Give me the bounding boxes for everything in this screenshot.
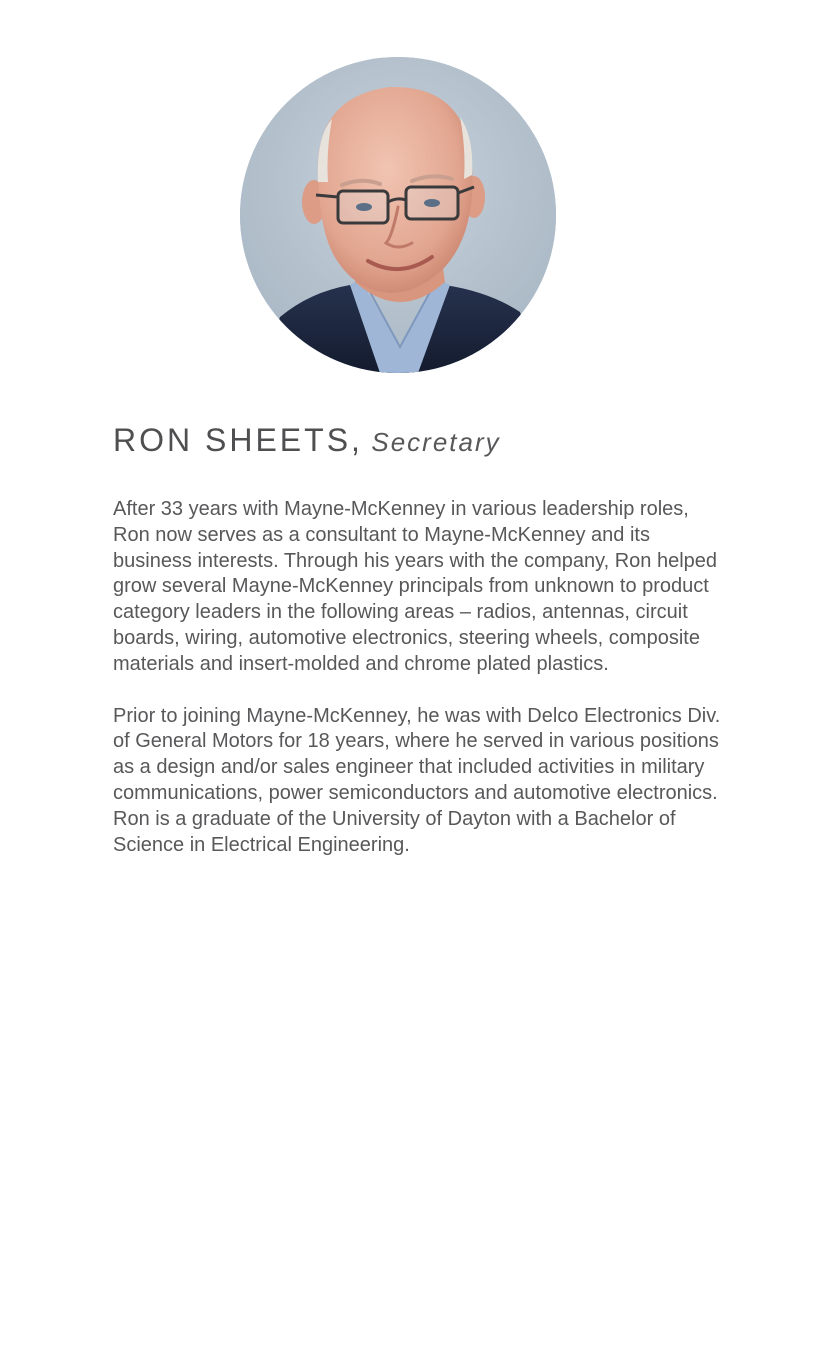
profile-heading <box>113 420 501 467</box>
bio-paragraph-1: After 33 years with Mayne-McKenney in various leadership roles, Ron now serves as a consultant to Mayne-McKenney and its business interests. Through his years with the company, Ron helped grow several Mayne-McKenney principals from unknown to product category leaders in the following areas – radios, antennas, circuit boards, wiring, automotive electronics, steering wheels, composite materials and insert-molded and chrome plated plastics. <box>113 498 718 675</box>
person-title: Secretary <box>371 427 501 457</box>
biography <box>113 497 725 884</box>
person-portrait-icon <box>240 57 556 373</box>
profile-photo <box>240 57 556 373</box>
person-name: RON SHEETS, <box>113 422 363 458</box>
bio-paragraph-2: Prior to joining Mayne-McKenney, he was with Delco Electronics Div. of General Motors for 18 years, where he served in various positions as a design and/or sales engineer that included activities in military communications, power semiconductors and automotive electronics. Ron is a graduate of the University of Dayton with a Bachelor of Science in Electrical Engineering. <box>113 704 721 856</box>
